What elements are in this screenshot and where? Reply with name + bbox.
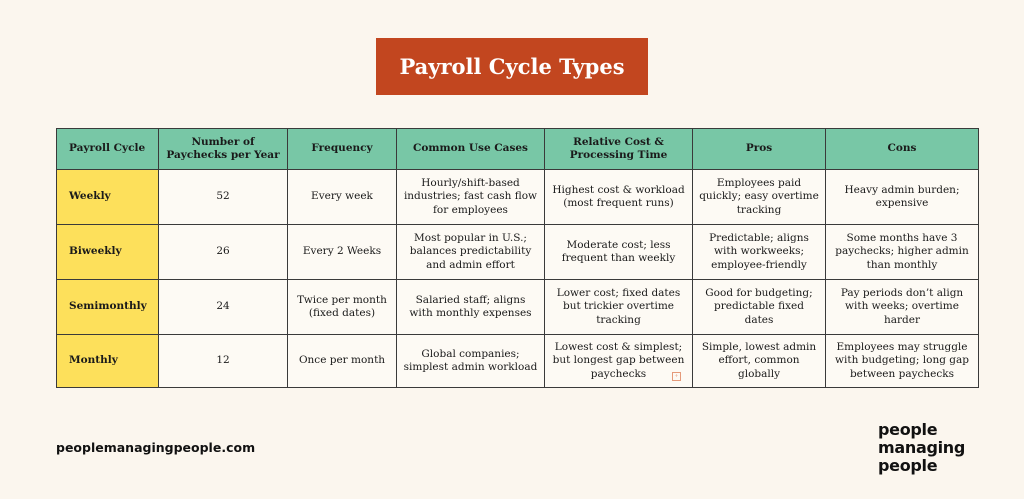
cell-cost: Lower cost; fixed dates but trickier overtime tracking [545, 280, 693, 335]
cell-use-cases: Hourly/shift-based industries; fast cash flow for employees [397, 170, 545, 225]
cell-frequency: Twice per month (fixed dates) [288, 280, 397, 335]
cell-pros: Employees paid quickly; easy overtime tracking [693, 170, 826, 225]
plus-box-icon: + [672, 372, 681, 381]
row-label: Monthly [57, 335, 159, 388]
cell-cost: Highest cost & workload (most frequent runs) [545, 170, 693, 225]
table-row [57, 335, 979, 388]
cell-use-cases: Global companies; simplest admin workload [397, 335, 545, 388]
header-paychecks: Number of Paychecks per Year [159, 129, 288, 170]
cell-pros: Simple, lowest admin effort, common globally [693, 335, 826, 388]
row-label: Weekly [57, 170, 159, 225]
logo-line-people-2: people [878, 456, 938, 475]
cell-paychecks: 26 [159, 225, 288, 280]
cell-paychecks: 24 [159, 280, 288, 335]
cell-pros: Predictable; aligns with workweeks; employee-friendly [693, 225, 826, 280]
cell-pros: Good for budgeting; predictable fixed dates [693, 280, 826, 335]
header-use-cases: Common Use Cases [397, 129, 545, 170]
logo-line-managing: managing [878, 438, 966, 457]
logo-line-people: people [878, 420, 938, 439]
cell-cons: Pay periods don’t align with weeks; overtime harder [826, 280, 979, 335]
header-frequency: Frequency [288, 129, 397, 170]
header-cost: Relative Cost & Processing Time [545, 129, 693, 170]
table-row [57, 280, 979, 335]
brand-logo [878, 421, 965, 475]
cell-frequency: Every week [288, 170, 397, 225]
cell-use-cases: Salaried staff; aligns with monthly expenses [397, 280, 545, 335]
row-label: Semimonthly [57, 280, 159, 335]
table-row [57, 170, 979, 225]
cell-cons: Some months have 3 paychecks; higher admin than monthly [826, 225, 979, 280]
row-label: Biweekly [57, 225, 159, 280]
cell-cost: Lowest cost & simplest; but longest gap between paychecks [545, 335, 693, 388]
table-header-row [57, 129, 979, 170]
cell-cons: Heavy admin burden; expensive [826, 170, 979, 225]
cell-cons: Employees may struggle with budgeting; long gap between paychecks [826, 335, 979, 388]
table-row [57, 225, 979, 280]
payroll-cycle-table [56, 128, 979, 388]
cell-paychecks: 12 [159, 335, 288, 388]
header-payroll-cycle: Payroll Cycle [57, 129, 159, 170]
header-pros: Pros [693, 129, 826, 170]
cell-use-cases: Most popular in U.S.; balances predictability and admin effort [397, 225, 545, 280]
footer-website: peoplemanagingpeople.com [56, 440, 256, 455]
cell-cost: Moderate cost; less frequent than weekly [545, 225, 693, 280]
cell-paychecks: 52 [159, 170, 288, 225]
cell-frequency: Once per month [288, 335, 397, 388]
cell-frequency: Every 2 Weeks [288, 225, 397, 280]
page-title: Payroll Cycle Types [376, 38, 648, 95]
header-cons: Cons [826, 129, 979, 170]
